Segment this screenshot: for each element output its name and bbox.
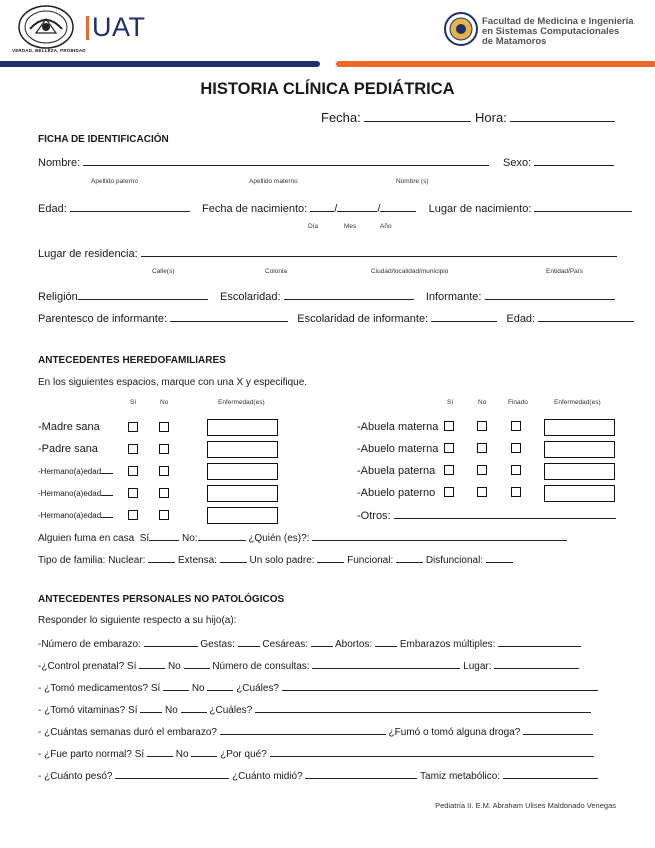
fecha-field[interactable]: [364, 109, 471, 122]
nuclear-field[interactable]: [148, 553, 175, 563]
abuela-materna-label: -Abuela materna: [357, 421, 439, 433]
medicamentos-cuales-field[interactable]: [282, 681, 598, 691]
parentesco-row: [38, 312, 634, 325]
padre-no-checkbox[interactable]: [159, 444, 169, 454]
disfuncional-label: Disfuncional:: [425, 555, 484, 566]
medicamentos-no-label: No: [191, 683, 205, 694]
residencia-row: [38, 247, 617, 260]
quien-field[interactable]: [312, 531, 567, 541]
vitaminas-no-field[interactable]: [181, 703, 207, 713]
abuelo-paterno-label: -Abuelo paterno: [357, 487, 436, 499]
fmeisc-seal-logo: [444, 12, 478, 46]
fecha-nac-dia[interactable]: [310, 202, 334, 212]
abuelo-p-si-checkbox[interactable]: [444, 487, 454, 497]
hermano3-no-checkbox[interactable]: [159, 510, 169, 520]
abuela-p-finado-checkbox[interactable]: [511, 465, 521, 475]
fecha-nac-anio[interactable]: [380, 202, 416, 212]
escolaridad-label: Escolaridad:: [219, 291, 281, 303]
consultas-label: Número de consultas:: [212, 661, 310, 672]
faculty-line1: Facultad de Medicina e Ingeniería: [482, 16, 634, 27]
fecha-label: Fecha:: [321, 110, 361, 125]
medicamentos-row: [38, 681, 598, 694]
edad-label: Edad:: [38, 203, 67, 215]
entidad-caption: Entidad/País: [546, 268, 583, 275]
padre-enfermedad-box[interactable]: [207, 441, 278, 458]
religion-row: [38, 290, 615, 303]
fuma-no-label: No:: [181, 533, 198, 544]
parto-row: [38, 747, 594, 760]
tamiz-label: Tamiz metabólico:: [420, 771, 501, 782]
otros-label: -Otros:: [357, 510, 391, 522]
residencia-label: Lugar de residencia:: [38, 248, 138, 260]
abuela-p-no-checkbox[interactable]: [477, 465, 487, 475]
residencia-field[interactable]: [141, 247, 617, 257]
fecha-nac-mes[interactable]: [337, 202, 377, 212]
familia-label: Tipo de familia: Nuclear:: [38, 555, 146, 566]
personales-instructions: Responder lo siguiente respecto a su hijo(a):: [38, 615, 237, 626]
abuelo-m-enfermedad-box[interactable]: [544, 441, 615, 458]
hermano-edad-3[interactable]: [101, 510, 113, 518]
embarazo-field[interactable]: [144, 637, 198, 647]
escolaridad-field[interactable]: [284, 290, 414, 300]
peso-row: [38, 769, 598, 782]
control-no-label: No: [167, 661, 181, 672]
heredo-instructions: En los siguientes espacios, marque con una X y especifique.: [38, 377, 308, 388]
abuelo-m-si-checkbox[interactable]: [444, 443, 454, 453]
uat-divider: [86, 16, 89, 40]
extensa-label: Extensa:: [178, 555, 217, 566]
lugar-nac-label: Lugar de nacimiento:: [428, 203, 532, 215]
col-enfermedad-right: Enfermedad(es): [554, 399, 601, 406]
embarazo-label: -Número de embarazo:: [38, 639, 141, 650]
faculty-line2: en Sistemas Computacionales: [482, 26, 620, 37]
consultas-field[interactable]: [312, 659, 460, 669]
abuela-paterna-label: -Abuela paterna: [357, 465, 436, 477]
parto-no-label: No: [175, 749, 189, 760]
hermano3-si-checkbox[interactable]: [128, 510, 138, 520]
abuelo-m-no-checkbox[interactable]: [477, 443, 487, 453]
abuelo-p-no-checkbox[interactable]: [477, 487, 487, 497]
fuma-row: [38, 531, 567, 544]
tamiz-field[interactable]: [503, 769, 598, 779]
faculty-line3: de Matamoros: [482, 36, 547, 47]
fuma-si-label: Sí: [139, 533, 150, 544]
fuma-si-field[interactable]: [149, 531, 179, 541]
hora-label: Hora:: [475, 110, 507, 125]
abuelo-materna-label: -Abuelo materna: [357, 443, 439, 455]
vitaminas-cuales-field[interactable]: [255, 703, 591, 713]
cesareas-field[interactable]: [311, 637, 333, 647]
edad-field[interactable]: [70, 202, 190, 212]
peso-field[interactable]: [115, 769, 229, 779]
abuela-p-si-checkbox[interactable]: [444, 465, 454, 475]
col-si-right: Sí: [447, 399, 454, 406]
peso-label: - ¿Cuánto pesó?: [38, 771, 113, 782]
fumo-field[interactable]: [523, 725, 593, 735]
lugar-nac-field[interactable]: [534, 202, 632, 212]
hermano1-si-checkbox[interactable]: [128, 466, 138, 476]
abuelo-p-finado-checkbox[interactable]: [511, 487, 521, 497]
sexo-field[interactable]: [534, 156, 614, 166]
vitaminas-si-field[interactable]: [140, 703, 162, 713]
fecha-row: [321, 109, 615, 125]
fuma-label: Alguien fuma en casa: [38, 533, 135, 544]
vitaminas-label: - ¿Tomó vitaminas? Sí: [38, 705, 138, 716]
nombre-label: Nombre:: [38, 157, 81, 169]
header-bar-orange: [336, 61, 655, 67]
madre-si-checkbox[interactable]: [128, 422, 138, 432]
apellido-materno-caption: Apellido materno: [249, 178, 298, 185]
multiples-label: Embarazos múltiples:: [399, 639, 496, 650]
medicamentos-cuales-label: ¿Cuáles?: [236, 683, 279, 694]
uat-logo-text: UAT: [92, 12, 146, 42]
semanas-row: [38, 725, 593, 738]
funcional-field[interactable]: [396, 553, 423, 563]
col-enfermedad-left: Enfermedad(es): [218, 399, 265, 406]
abuelo-p-enfermedad-box[interactable]: [544, 485, 615, 502]
informante-field[interactable]: [485, 290, 615, 300]
quien-label: ¿Quién (es)?:: [248, 533, 310, 544]
nombre-row: [38, 156, 489, 169]
gestas-label: Gestas:: [200, 639, 235, 650]
hermano3-enfermedad-box[interactable]: [207, 507, 278, 524]
col-si-left: Sí: [130, 399, 137, 406]
control-si-field[interactable]: [139, 659, 165, 669]
funcional-label: Funcional:: [347, 555, 394, 566]
sexo-row: [503, 156, 614, 169]
semanas-label: - ¿Cuántas semanas duró el embarazo?: [38, 727, 217, 738]
vitaminas-cuales-label: ¿Cuáles?: [209, 705, 253, 716]
abuela-m-finado-checkbox[interactable]: [511, 421, 521, 431]
hermano1-enfermedad-box[interactable]: [207, 463, 278, 480]
parto-no-field[interactable]: [191, 747, 217, 757]
madre-label: -Madre sana: [38, 421, 100, 433]
hora-field[interactable]: [510, 109, 615, 122]
ficha-heading: FICHA DE IDENTIFICACIÓN: [38, 134, 169, 145]
hermano-label-2: [38, 488, 113, 498]
gestas-field[interactable]: [238, 637, 260, 647]
extensa-field[interactable]: [220, 553, 247, 563]
personales-heading: ANTECEDENTES PERSONALES NO PATOLÓGICOS: [38, 594, 285, 605]
edad2-label: Edad:: [506, 313, 536, 325]
solo-padre-field[interactable]: [317, 553, 344, 563]
ciudad-caption: Ciudad/localidad/municipio: [371, 268, 449, 275]
lugar-field[interactable]: [494, 659, 579, 669]
hermano-edad-2[interactable]: [101, 488, 113, 496]
abuelo-m-finado-checkbox[interactable]: [511, 443, 521, 453]
sexo-label: Sexo:: [503, 157, 532, 169]
porque-field[interactable]: [270, 747, 594, 757]
anio-caption: Año: [380, 223, 392, 230]
religion-field[interactable]: [78, 290, 208, 300]
edad2-field[interactable]: [538, 312, 634, 322]
dia-caption: Día: [308, 223, 319, 230]
escolaridad-inf-label: Escolaridad de informante:: [297, 313, 429, 325]
padre-si-checkbox[interactable]: [128, 444, 138, 454]
hermano2-enfermedad-box[interactable]: [207, 485, 278, 502]
padre-label: -Padre sana: [38, 443, 98, 455]
fumo-label: ¿Fumó o tomó alguna droga?: [388, 727, 521, 738]
control-row: [38, 659, 579, 672]
medicamentos-label: - ¿Tomó medicamentos? Sí: [38, 683, 161, 694]
hermano-edad-1[interactable]: [101, 466, 113, 474]
parto-si-field[interactable]: [147, 747, 173, 757]
abortos-label: Abortos:: [335, 639, 373, 650]
vitaminas-no-label: No: [165, 705, 178, 716]
nombres-caption: Nombre (s): [396, 178, 429, 185]
abuela-p-enfermedad-box[interactable]: [544, 463, 615, 480]
familia-row: [38, 553, 513, 566]
hermano2-si-checkbox[interactable]: [128, 488, 138, 498]
colonia-caption: Colonia: [265, 268, 288, 275]
hermano-text: -Hermano(a)edad: [38, 489, 102, 498]
edad-row: Edad: Fecha de nacimiento: / / Lugar de nacimiento:: [38, 202, 632, 215]
hermano-label-3: [38, 510, 113, 520]
embarazo-row: [38, 637, 581, 650]
otros-field[interactable]: [394, 509, 616, 519]
madre-no-checkbox[interactable]: [159, 422, 169, 432]
madre-enfermedad-box[interactable]: [207, 419, 278, 436]
control-label: -¿Control prenatal? Sí: [38, 661, 137, 672]
fuma-no-field[interactable]: [198, 531, 246, 541]
lugar-label: Lugar:: [463, 661, 492, 672]
medicamentos-no-field[interactable]: [207, 681, 233, 691]
hermano-text: -Hermano(a)edad: [38, 467, 102, 476]
informante-label: Informante:: [425, 291, 482, 303]
hermano-label-1: [38, 466, 113, 476]
semanas-field[interactable]: [220, 725, 386, 735]
porque-label: ¿Por qué?: [220, 749, 267, 760]
hermano1-no-checkbox[interactable]: [159, 466, 169, 476]
midio-field[interactable]: [305, 769, 417, 779]
otros-row: [357, 509, 616, 522]
solo-padre-label: Un solo padre:: [249, 555, 315, 566]
escolaridad-inf-field[interactable]: [431, 312, 497, 322]
col-no-right: No: [478, 399, 487, 406]
header-bar-blue: [0, 61, 320, 67]
medicamentos-si-field[interactable]: [163, 681, 189, 691]
cesareas-label: Cesáreas:: [262, 639, 308, 650]
parentesco-label: Parentesco de informante:: [38, 313, 168, 325]
page-title: HISTORIA CLÍNICA PEDIÁTRICA: [200, 80, 455, 98]
abuela-m-si-checkbox[interactable]: [444, 421, 454, 431]
heredo-heading: ANTECEDENTES HEREDOFAMILIARES: [38, 355, 226, 366]
nombre-field[interactable]: [83, 156, 489, 166]
parentesco-field[interactable]: [170, 312, 288, 322]
abuela-m-enfermedad-box[interactable]: [544, 419, 615, 436]
calles-caption: Calle(s): [152, 268, 175, 275]
abuela-m-no-checkbox[interactable]: [477, 421, 487, 431]
multiples-field[interactable]: [498, 637, 581, 647]
religion-label: Religión: [38, 291, 78, 303]
midio-label: ¿Cuánto midió?: [232, 771, 303, 782]
col-no-left: No: [160, 399, 169, 406]
apellido-paterno-caption: Apellido paterno: [91, 178, 138, 185]
vitaminas-row: [38, 703, 591, 716]
disfuncional-field[interactable]: [486, 553, 513, 563]
mes-caption: Mes: [344, 223, 357, 230]
hermano-text: -Hermano(a)edad: [38, 511, 102, 520]
col-finado-right: Finado: [508, 399, 528, 406]
fecha-nac-label: Fecha de nacimiento:: [202, 203, 308, 215]
uat-motto: VERDAD, BELLEZA, PROBIDAD: [12, 48, 86, 53]
footer-author: Pediatría II. E.M. Abraham Ulises Maldonado Venegas: [435, 801, 616, 810]
parto-label: - ¿Fue parto normal? Sí: [38, 749, 145, 760]
control-no-field[interactable]: [184, 659, 210, 669]
abortos-field[interactable]: [375, 637, 397, 647]
hermano2-no-checkbox[interactable]: [159, 488, 169, 498]
